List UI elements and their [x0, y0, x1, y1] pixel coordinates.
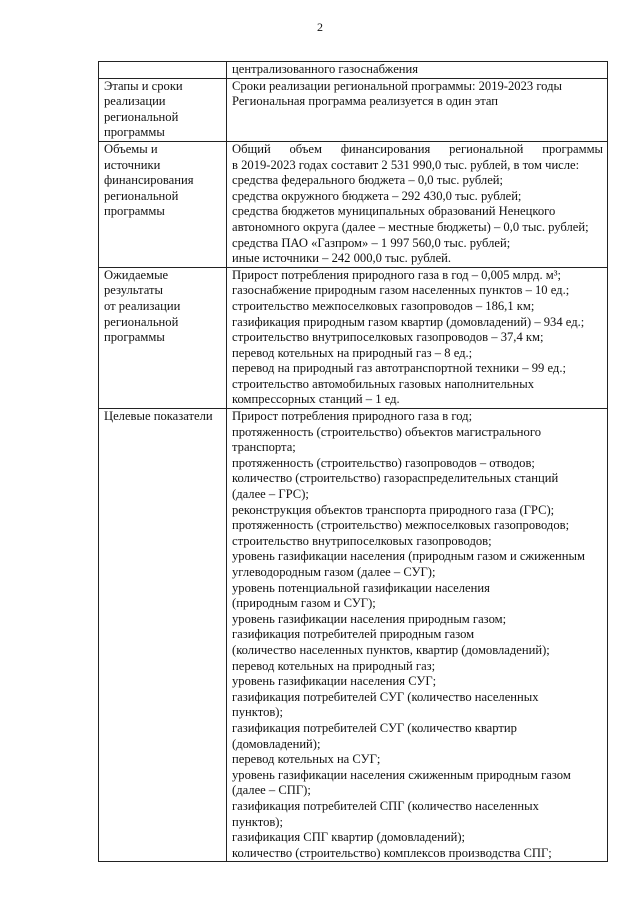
label-line: реализации — [104, 94, 166, 109]
value-line: Прирост потребления природного газа в год – 0,005 млрд. м³; — [232, 267, 561, 282]
label-line: Целевые показатели — [104, 409, 213, 424]
row-label — [99, 141, 227, 267]
value-line: (домовладений); — [232, 736, 321, 751]
label-line: программы — [104, 330, 165, 345]
value-line: уровень газификации населения СУГ; — [232, 674, 437, 689]
value-line: газоснабжение природным газом населенных пунктов – 10 ед.; — [232, 283, 570, 298]
table-row-expected-results — [99, 267, 608, 408]
value-line: (количество населенных пунктов, квартир (домовладений); — [232, 642, 550, 657]
value-line: пунктов); — [232, 705, 284, 720]
value-line: строительство внутрипоселковых газопроводов; — [232, 533, 492, 548]
page-number: 2 — [317, 20, 323, 34]
row-label — [99, 267, 227, 408]
value-line: газификация потребителей СУГ (количество квартир — [232, 720, 517, 735]
value-line: (далее – СПГ); — [232, 783, 311, 798]
label-line: региональной — [104, 188, 179, 203]
value-line: строительство автомобильных газовых наполнительных — [232, 376, 535, 391]
row-value — [227, 141, 608, 267]
table-row-stages — [99, 78, 608, 141]
label-line: Этапы и сроки — [104, 78, 183, 93]
label-line: финансирования — [104, 173, 194, 188]
value-line: в 2019-2023 годах составит 2 531 990,0 тыс. рублей, в том числе: — [232, 157, 580, 172]
value-line: уровень потенциальной газификации населения — [232, 580, 490, 595]
value-line: пунктов); — [232, 814, 284, 829]
value-line: газификация потребителей СУГ (количество населенных — [232, 689, 539, 704]
row-label — [99, 409, 227, 862]
table-row-target-indicators — [99, 409, 608, 862]
label-line: Объемы и — [104, 141, 158, 156]
label-line: результаты — [104, 283, 163, 298]
value-line: уровень газификации населения природным газом; — [232, 611, 507, 626]
value-line: строительство межпоселковых газопроводов – 186,1 км; — [232, 298, 535, 313]
value-line: средства ПАО «Газпром» – 1 997 560,0 тыс. рублей; — [232, 235, 511, 250]
label-line: региональной — [104, 314, 179, 329]
row-value — [227, 62, 608, 79]
value-line: средства федерального бюджета – 0,0 тыс. рублей; — [232, 173, 504, 188]
value-line: Региональная программа реализуется в один этап — [232, 94, 499, 109]
value-line: компрессорных станций – 1 ед. — [232, 392, 400, 407]
value-line: средства окружного бюджета – 292 430,0 тыс. рублей; — [232, 188, 522, 203]
value-line: уровень газификации населения (природным газом и сжиженным — [232, 549, 585, 564]
value-line: газификация потребителей природным газом — [232, 627, 475, 642]
row-value — [227, 409, 608, 862]
value-line: газификация потребителей СПГ (количество населенных — [232, 798, 539, 813]
value-line: количество (строительство) комплексов производства СПГ; — [232, 845, 552, 860]
value-line: (природным газом и СУГ); — [232, 596, 376, 611]
value-line: углеводородным газом (далее – СУГ); — [232, 565, 436, 579]
value-line: протяженность (строительство) газопроводов – отводов; — [232, 455, 535, 470]
label-line: от реализации — [104, 298, 181, 313]
value-line: перевод на природный газ автотранспортной техники – 99 ед.; — [232, 361, 566, 376]
label-line: Ожидаемые — [104, 267, 169, 282]
value-line: перевод котельных на природный газ – 8 ед.; — [232, 345, 473, 360]
value-line: реконструкция объектов транспорта природного газа (ГРС); — [232, 502, 555, 517]
value-line: Общий объем финансирования региональной программы — [232, 141, 603, 156]
value-line: перевод котельных на СУГ; — [232, 752, 381, 767]
value-line: Прирост потребления природного газа в год; — [232, 409, 473, 424]
row-value — [227, 267, 608, 408]
table-row-financing — [99, 141, 608, 267]
value-line: транспорта; — [232, 440, 296, 455]
row-label-empty — [99, 62, 227, 79]
value-line: перевод котельных на природный газ; — [232, 658, 436, 673]
value-line: Сроки реализации региональной программы: 2019-2023 годы — [232, 78, 562, 93]
label-line: программы — [104, 204, 165, 219]
value-line: газификация природным газом квартир (домовладений) – 934 ед.; — [232, 314, 585, 329]
program-passport-table — [98, 61, 608, 862]
value-line: уровень газификации населения сжиженным природным газом — [232, 767, 571, 782]
value-line: количество (строительство) газораспределительных станций — [232, 471, 559, 486]
label-line: региональной — [104, 109, 179, 124]
row-label — [99, 78, 227, 141]
value-line: протяженность (строительство) межпоселковых газопроводов; — [232, 518, 570, 533]
label-line: программы — [104, 125, 165, 140]
table-row-continuation — [99, 62, 608, 79]
value-line: автономного округа (далее – местные бюджеты) – 0,0 тыс. рублей; — [232, 219, 589, 234]
value-line: строительство внутрипоселковых газопроводов – 37,4 км; — [232, 330, 544, 345]
value-line: газификация СПГ квартир (домовладений); — [232, 830, 466, 845]
row-value — [227, 78, 608, 141]
value-line: (далее – ГРС); — [232, 487, 309, 502]
value-line: протяженность (строительство) объектов магистрального — [232, 424, 541, 439]
label-line: источники — [104, 157, 161, 172]
value-line: централизованного газоснабжения — [232, 62, 419, 76]
value-line: иные источники – 242 000,0 тыс. рублей. — [232, 251, 452, 266]
value-line: средства бюджетов муниципальных образований Ненецкого — [232, 204, 556, 219]
